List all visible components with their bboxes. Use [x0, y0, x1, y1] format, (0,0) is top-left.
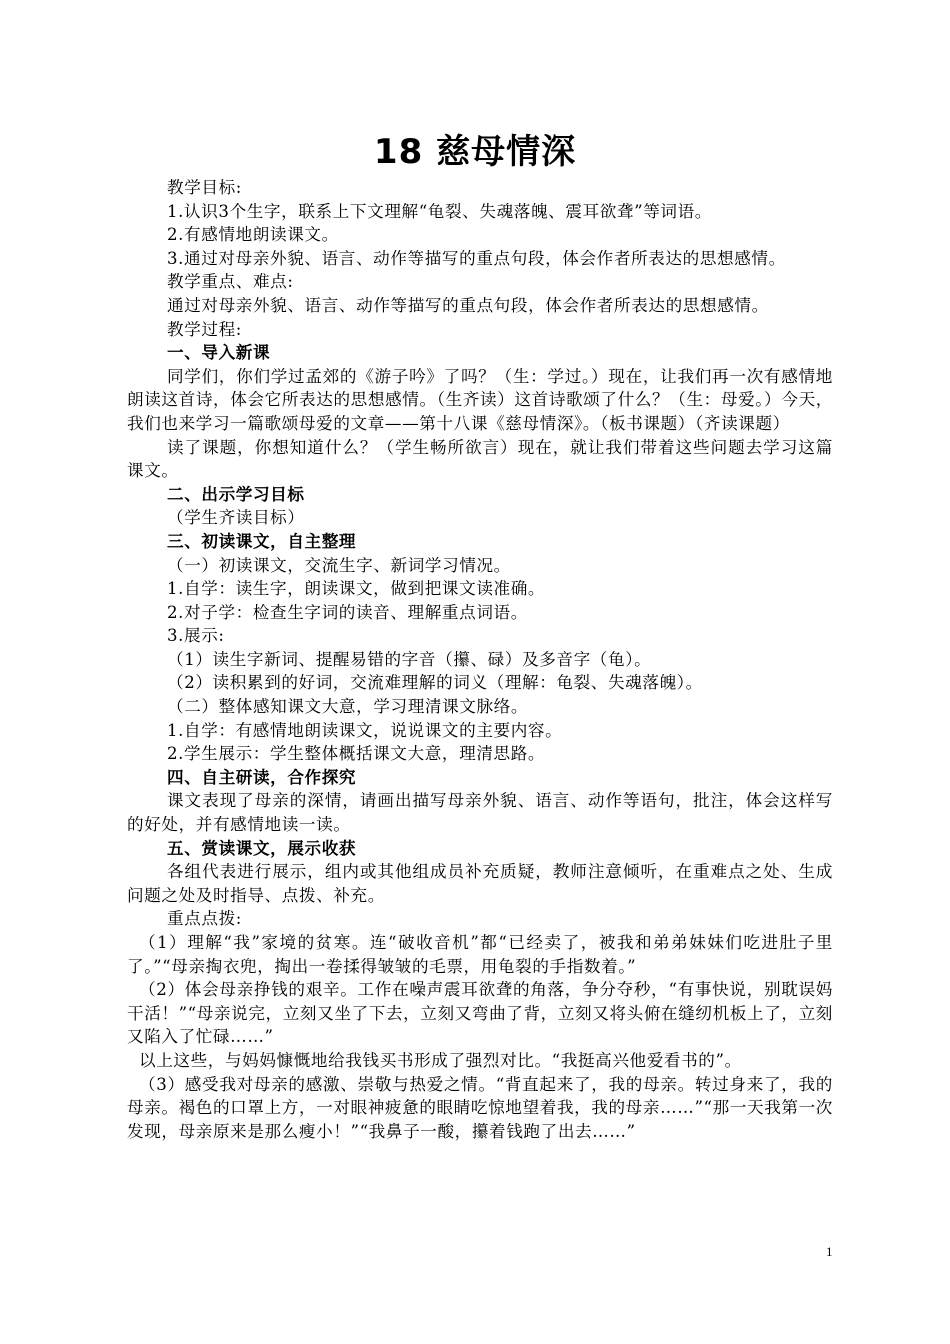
paragraph: 以上这些，与妈妈慷慨地给我钱买书形成了强烈对比。“我挺高兴他爱看书的”。 [139, 1050, 742, 1070]
paragraph: 2.学生展示：学生整体概括课文大意，理清思路。 [167, 744, 546, 764]
document-title: 18 慈母情深 [373, 132, 577, 172]
section-heading: 一、导入新课 [167, 343, 271, 363]
paragraph: （2）体会母亲挣钱的艰辛。工作在噪声震耳欲聋的角落，争分夺秒，“有事快说，别耽误妈干活！”“母亲说完，立刻又坐了下去，立刻又弯曲了背，立刻又将头俯在缝纫机板上了，立刻又陷入了忙碌……” [127, 980, 833, 1047]
paragraph: （3）感受我对母亲的感激、崇敬与热爱之情。“背直起来了，我的母亲。转过身来了，我的母亲。褐色的口罩上方，一对眼神疲惫的眼睛吃惊地望着我，我的母亲……”“那一天我第一次发现，母亲原来是那么瘦小！”“我鼻子一酸，攥着钱跑了出去……” [127, 1074, 833, 1141]
paragraph: 2.对子学：检查生字词的读音、理解重点词语。 [167, 602, 528, 622]
page-number: 1 [826, 1244, 833, 1259]
paragraph: 教学过程: [167, 319, 242, 339]
paragraph: 读了课题，你想知道什么？（学生畅所欲言）现在，就让我们带着这些问题去学习这篇课文。 [127, 437, 833, 481]
paragraph: 课文表现了母亲的深情，请画出描写母亲外貌、语言、动作等语句，批注，体会这样写的好处，并有感情地读一读。 [127, 791, 833, 835]
paragraph: （二）整体感知课文大意，学习理清课文脉络。 [167, 697, 529, 717]
section-heading: 二、出示学习目标 [167, 484, 305, 504]
paragraph: （一）初读课文，交流生字、新词学习情况。 [167, 555, 511, 575]
document-body [127, 176, 833, 1143]
paragraph: 1.认识3个生字，联系上下文理解“龟裂、失魂落魄、震耳欲聋”等词语。 [167, 201, 712, 221]
section-heading: 五、赏读课文，展示收获 [167, 838, 357, 858]
paragraph: 同学们，你们学过孟郊的《游子吟》了吗？（生：学过。）现在，让我们再一次有感情地朗读这首诗，体会它所表达的思想感情。（生齐读）这首诗歌颂了什么？（生：母爱。）今天，我们也来学习一篇歌颂母爱的文章——第十八课《慈母情深》。（板书课题）（齐读课题） [127, 366, 833, 433]
paragraph: 3.通过对母亲外貌、语言、动作等描写的重点句段，体会作者所表达的思想感情。 [167, 248, 786, 268]
paragraph: （1）读生字新词、提醒易错的字音（攥、碌）及多音字（龟）。 [167, 649, 652, 669]
section-heading: 三、初读课文，自主整理 [167, 531, 357, 551]
section-heading: 四、自主研读，合作探究 [167, 767, 357, 787]
paragraph: 教学目标: [167, 178, 242, 197]
paragraph: 教学重点、难点: [167, 272, 294, 292]
paragraph: 1.自学：读生字，朗读课文，做到把课文读准确。 [167, 579, 546, 599]
paragraph: 通过对母亲外貌、语言、动作等描写的重点句段，体会作者所表达的思想感情。 [167, 295, 769, 315]
paragraph: 1.自学：有感情地朗读课文，说说课文的主要内容。 [167, 720, 563, 740]
paragraph: （2）读积累到的好词，交流难理解的词义（理解：龟裂、失魂落魄）。 [167, 673, 703, 693]
paragraph: 3.展示: [167, 626, 225, 646]
paragraph: 各组代表进行展示，组内或其他组成员补充质疑，教师注意倾听，在重难点之处、生成问题之处及时指导、点拨、补充。 [127, 862, 833, 905]
paragraph: 2.有感情地朗读课文。 [167, 225, 339, 245]
paragraph: （1）理解“我”家境的贫寒。连“破收音机”都“已经卖了，被我和弟弟妹妹们吃进肚子里了。”“母亲掏衣兜，掏出一卷揉得皱皱的毛票，用龟裂的手指数着。” [127, 933, 833, 976]
paragraph: （学生齐读目标） [167, 508, 305, 528]
paragraph: 重点点拨: [167, 909, 242, 929]
